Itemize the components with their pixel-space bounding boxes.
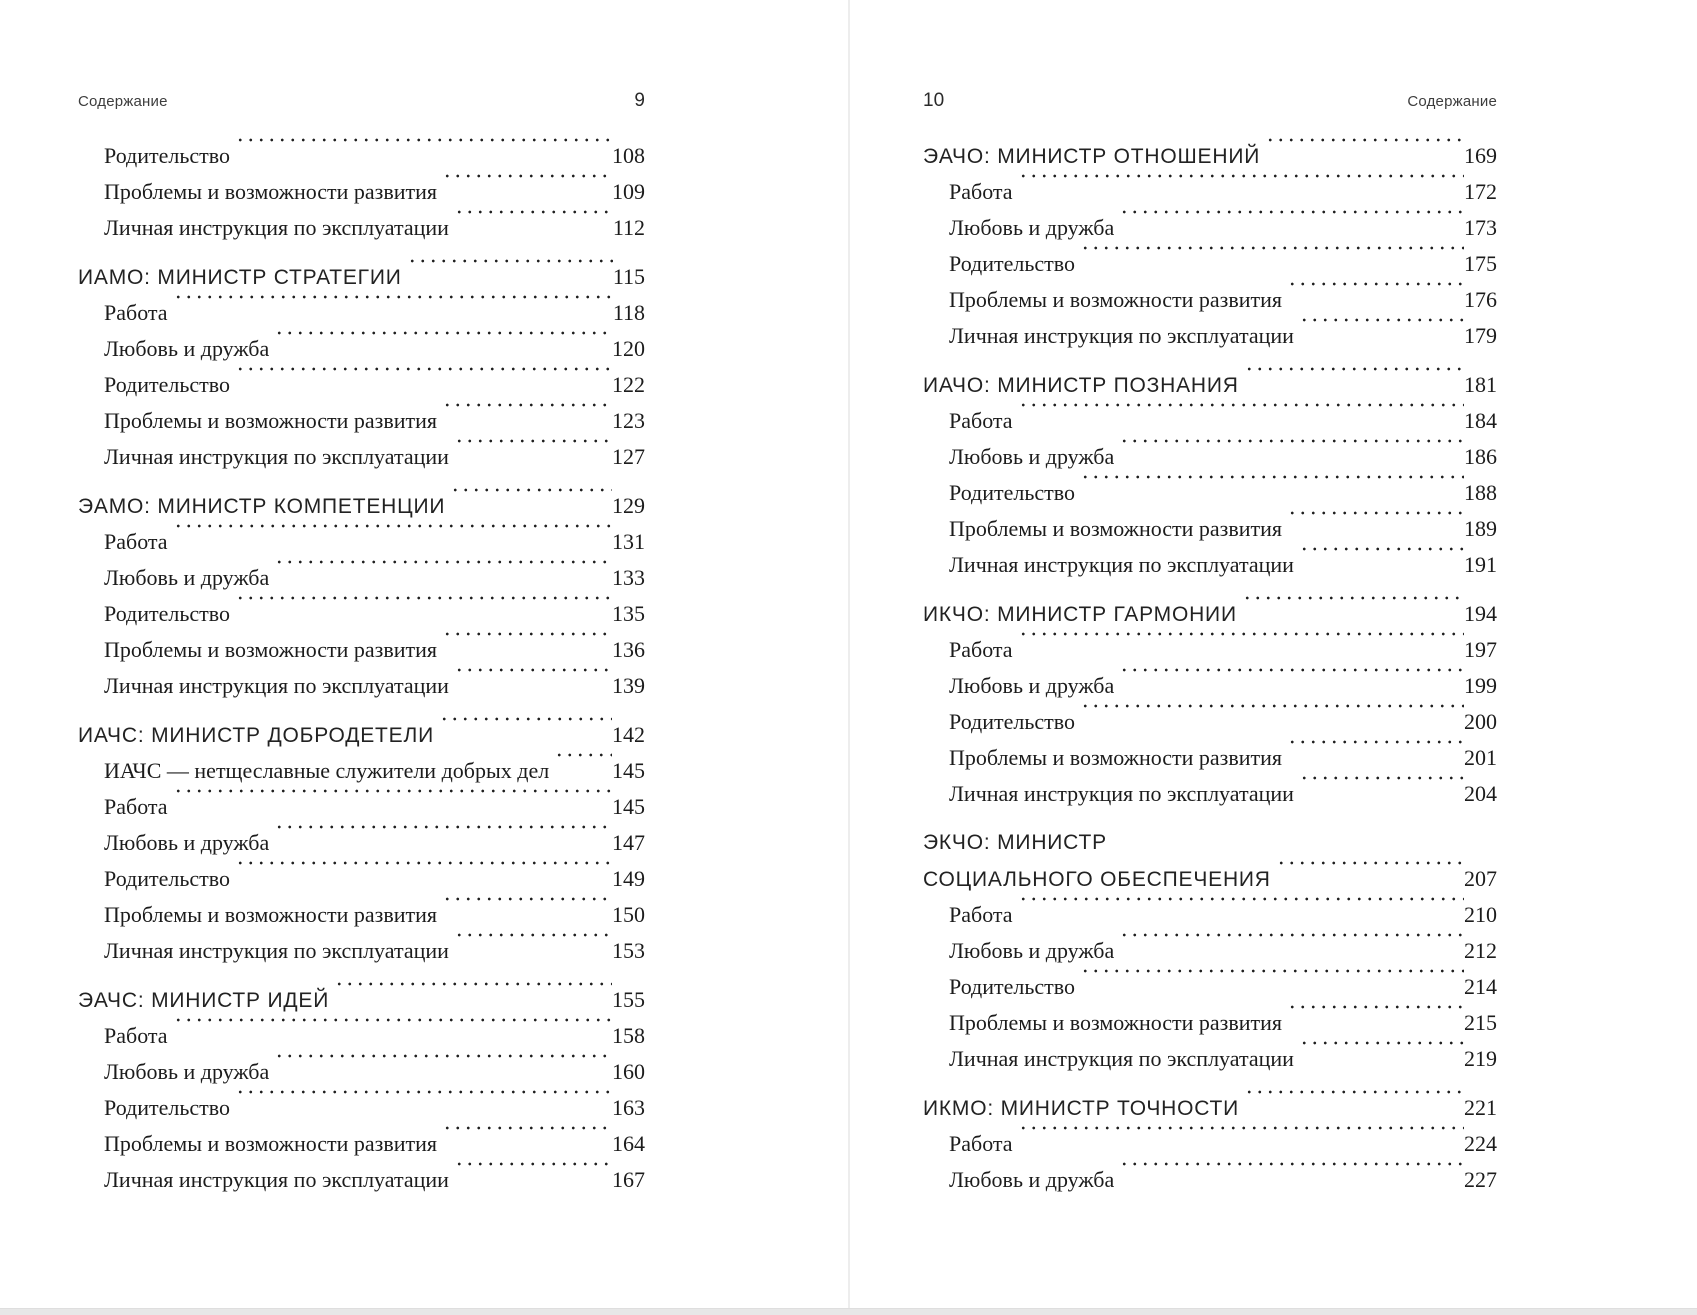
toc-entry-page-number: 163 [612,1095,645,1120]
running-head-left [78,90,645,112]
dot-leader [1018,174,1464,210]
toc-entry-page-number: 172 [1464,179,1497,204]
toc-entry-page-number: 184 [1464,408,1497,433]
toc-entry [923,475,1497,511]
toc-entry-title: Родительство [104,1095,231,1120]
dot-leader [1265,138,1464,174]
toc-entry-page-number: 108 [612,143,645,168]
page-right [923,0,1497,1198]
toc-entry [923,1041,1497,1077]
toc-entry [78,174,645,210]
dot-leader [1299,776,1464,812]
toc-entry-page-number: 176 [1464,287,1497,312]
toc-entry [923,174,1497,210]
toc-entry-title: Проблемы и возможности развития [104,408,438,433]
toc-entry [923,704,1497,740]
toc-entry-page-number: 131 [612,529,645,554]
toc-entry [923,969,1497,1005]
toc-entry [923,1126,1497,1162]
dot-leader [450,488,612,524]
dot-leader [173,295,613,331]
toc-entry-title: Любовь и дружба [949,1167,1115,1192]
toc-entry [78,331,645,367]
toc-entry-title: ИАМО: МИНИСТР СТРАТЕГИИ [78,266,402,289]
dot-leader [235,367,612,403]
toc-entry-page-number: 204 [1464,781,1497,806]
running-title: Содержание [78,93,168,110]
dot-leader [1018,1126,1464,1162]
dot-leader [454,210,613,246]
dot-leader [1287,1005,1464,1041]
toc-entry-title: Работа [104,1023,168,1048]
toc-entry [78,560,645,596]
dot-leader [235,1090,612,1126]
dot-leader [439,717,612,753]
toc-entry-title: ЭАЧС: МИНИСТР ИДЕЙ [78,989,330,1012]
toc-entry-title: Работа [949,1131,1013,1156]
folio-page-number: 10 [923,90,945,111]
toc-entry-title: СОЦИАЛЬНОГО ОБЕСПЕЧЕНИЯ [923,868,1271,891]
dot-leader [1287,740,1464,776]
toc-entry-title: Работа [949,408,1013,433]
toc-entry-title: ИКМО: МИНИСТР ТОЧНОСТИ [923,1097,1240,1120]
toc-entry [78,210,645,246]
toc-entry-title: Личная инструкция по эксплуатации [104,444,449,469]
dot-leader [454,668,612,704]
toc-entry-title: Личная инструкция по эксплуатации [949,781,1294,806]
dot-leader [274,1054,612,1090]
toc-entry-page-number: 181 [1464,372,1497,397]
toc-entry-title: Личная инструкция по эксплуатации [949,552,1294,577]
toc-entry-page-number: 169 [1464,143,1497,168]
toc-entry-page-number: 135 [612,601,645,626]
dot-leader [442,1126,612,1162]
toc-entry-page-number: 201 [1464,745,1497,770]
dot-leader [442,897,612,933]
toc-entry-page-number: 129 [612,493,645,518]
dot-leader [1287,511,1464,547]
toc-entry [78,632,645,668]
toc-entry-title: Проблемы и возможности развития [104,902,438,927]
dot-leader [274,560,612,596]
dot-leader [407,259,613,295]
toc-entry-title: Работа [949,637,1013,662]
toc-entry [78,1018,645,1054]
toc-entry-title: Личная инструкция по эксплуатации [104,1167,449,1192]
dot-leader [274,331,612,367]
toc-entry-title: Родительство [104,143,231,168]
toc-entry-title: Личная инструкция по эксплуатации [949,323,1294,348]
dot-leader [442,403,612,439]
toc-entry-title: Проблемы и возможности развития [949,516,1283,541]
toc-entry [78,861,645,897]
toc-entry-page-number: 142 [612,722,645,747]
toc-entry-title: Родительство [104,866,231,891]
toc-entry-page-number: 147 [612,830,645,855]
dot-leader [454,933,612,969]
running-head-right [923,90,1497,112]
dot-leader [554,753,612,789]
dot-leader [235,596,612,632]
dot-leader [274,825,612,861]
toc-entry-title: Проблемы и возможности развития [104,1131,438,1156]
dot-leader [1299,1041,1464,1077]
toc-entry-page-number: 212 [1464,938,1497,963]
toc-entry-page-number: 153 [612,938,645,963]
toc-entry-page-number: 150 [612,902,645,927]
toc-entry [78,596,645,632]
toc-entry [78,668,645,704]
toc-entry [78,789,645,825]
toc-entry-title: Работа [104,794,168,819]
toc-entry [78,717,645,753]
toc-entry-title: Проблемы и возможности развития [949,1010,1283,1035]
toc-entry-title: ИАЧС: МИНИСТР ДОБРОДЕТЕЛИ [78,724,434,747]
toc-entry-page-number: 197 [1464,637,1497,662]
toc-entry-title: Родительство [949,974,1076,999]
toc-entry-page-number: 214 [1464,974,1497,999]
toc-entry-page-number: 136 [612,637,645,662]
toc-entry-title: Любовь и дружба [949,938,1115,963]
screen-bottom-edge [0,1308,1697,1315]
toc-entry-title: Проблемы и возможности развития [949,745,1283,770]
toc-entry-title: Любовь и дружба [104,830,270,855]
toc-entry-page-number: 199 [1464,673,1497,698]
toc-entry-title: ИАЧО: МИНИСТР ПОЗНАНИЯ [923,374,1239,397]
dot-leader [1119,668,1464,704]
toc-entry-page-number: 179 [1464,323,1497,348]
toc-entry [78,897,645,933]
toc-entry-page-number: 145 [612,794,645,819]
dot-leader [1276,861,1464,897]
dot-leader [1080,246,1464,282]
toc-entry-page-number: 207 [1464,866,1497,891]
toc-entry [923,210,1497,246]
toc-entry-title: Родительство [104,601,231,626]
toc-entry-title: Работа [949,902,1013,927]
toc-entry [923,547,1497,583]
toc-entry-title: Проблемы и возможности развития [104,179,438,204]
toc-entry [923,776,1497,812]
dot-leader [334,982,612,1018]
toc-entry-page-number: 173 [1464,215,1497,240]
dot-leader [1119,933,1464,969]
toc-entry-page-number: 158 [612,1023,645,1048]
toc-entry-title: Личная инструкция по эксплуатации [949,1046,1294,1071]
toc-entry-title: Родительство [104,372,231,397]
toc-entry [923,740,1497,776]
toc-entry-page-number: 112 [612,215,645,240]
dot-leader [1119,439,1464,475]
dot-leader [454,1162,612,1198]
toc-entry [78,933,645,969]
toc-entry [78,1054,645,1090]
toc-entry-title: Родительство [949,709,1076,734]
toc-entry-title: Любовь и дружба [949,673,1115,698]
toc-entry-title: Любовь и дружба [104,336,270,361]
toc-list-right [923,138,1497,1198]
toc-entry-page-number: 224 [1464,1131,1497,1156]
toc-entry-title: Родительство [949,480,1076,505]
toc-list-left [78,138,645,1198]
toc-entry-page-number: 189 [1464,516,1497,541]
toc-entry-page-number: 139 [612,673,645,698]
toc-entry [923,439,1497,475]
toc-entry [923,632,1497,668]
toc-entry [78,138,645,174]
toc-entry [923,1090,1497,1126]
dot-leader [1080,969,1464,1005]
toc-entry-title-line1: ЭКЧО: МИНИСТР [923,831,1107,854]
toc-entry-page-number: 191 [1464,552,1497,577]
toc-entry [923,246,1497,282]
toc-entry [78,524,645,560]
dot-leader [173,524,612,560]
dot-leader [1018,632,1464,668]
toc-entry-title: ИАЧС — нетщеславные служители добрых дел [104,758,550,783]
toc-entry [923,138,1497,174]
toc-entry-page-number: 210 [1464,902,1497,927]
toc-entry [923,282,1497,318]
toc-entry-page-number: 109 [612,179,645,204]
dot-leader [1119,1162,1464,1198]
page-divider [848,0,850,1309]
toc-entry-page-number: 164 [612,1131,645,1156]
toc-entry [923,596,1497,632]
toc-entry-page-number: 160 [612,1059,645,1084]
toc-entry-page-number: 127 [612,444,645,469]
toc-entry-page-number: 227 [1464,1167,1497,1192]
toc-entry-page-number: 149 [612,866,645,891]
toc-entry [923,825,1497,897]
toc-entry-title: Работа [104,300,168,325]
toc-entry [923,367,1497,403]
toc-entry-title: ЭАМО: МИНИСТР КОМПЕТЕНЦИИ [78,495,446,518]
toc-entry-page-number: 215 [1464,1010,1497,1035]
toc-entry [923,897,1497,933]
toc-entry-page-number: 200 [1464,709,1497,734]
toc-entry-page-number: 167 [612,1167,645,1192]
toc-entry-page-number: 133 [612,565,645,590]
toc-entry-page-number: 118 [612,300,645,325]
toc-entry-page-number: 194 [1464,601,1497,626]
toc-entry [923,403,1497,439]
dot-leader [173,1018,612,1054]
dot-leader [1244,367,1464,403]
toc-entry-title: Личная инструкция по эксплуатации [104,673,449,698]
toc-entry-title: Проблемы и возможности развития [949,287,1283,312]
toc-entry-page-number: 219 [1464,1046,1497,1071]
dot-leader [173,789,612,825]
toc-entry [78,753,645,789]
toc-entry-title: Любовь и дружба [104,1059,270,1084]
dot-leader [235,861,612,897]
dot-leader [1242,596,1464,632]
dot-leader [442,632,612,668]
page-left [78,0,645,1198]
toc-entry [78,259,645,295]
toc-entry-page-number: 175 [1464,251,1497,276]
dot-leader [1299,318,1464,354]
toc-entry-title: Проблемы и возможности развития [104,637,438,662]
toc-entry-page-number: 221 [1464,1095,1497,1120]
toc-entry [78,295,645,331]
toc-entry [923,933,1497,969]
toc-entry-page-number: 155 [612,987,645,1012]
toc-entry [923,318,1497,354]
dot-leader [1080,704,1464,740]
toc-entry [923,1162,1497,1198]
toc-entry-page-number: 115 [612,264,645,289]
toc-entry-title: Любовь и дружба [104,565,270,590]
toc-entry [78,1090,645,1126]
toc-entry-page-number: 145 [612,758,645,783]
toc-entry-title: ИКЧО: МИНИСТР ГАРМОНИИ [923,603,1237,626]
toc-entry-title: Работа [104,529,168,554]
toc-entry-page-number: 122 [612,372,645,397]
folio-page-number: 9 [634,90,645,111]
toc-entry [78,439,645,475]
toc-entry [78,1126,645,1162]
toc-entry-page-number: 188 [1464,480,1497,505]
dot-leader [454,439,612,475]
toc-entry [78,488,645,524]
toc-entry-title: Любовь и дружба [949,215,1115,240]
toc-entry-title: Любовь и дружба [949,444,1115,469]
dot-leader [1080,475,1464,511]
dot-leader [1018,897,1464,933]
dot-leader [1287,282,1464,318]
toc-entry-title: Личная инструкция по эксплуатации [104,938,449,963]
toc-entry [78,1162,645,1198]
dot-leader [1018,403,1464,439]
toc-entry [923,668,1497,704]
toc-entry-page-number: 186 [1464,444,1497,469]
toc-entry [78,982,645,1018]
dot-leader [1244,1090,1464,1126]
toc-entry-title: Работа [949,179,1013,204]
toc-entry [78,367,645,403]
toc-entry-title: Родительство [949,251,1076,276]
toc-entry-title: ЭАЧО: МИНИСТР ОТНОШЕНИЙ [923,145,1261,168]
toc-entry-title: Личная инструкция по эксплуатации [104,215,449,240]
toc-entry [923,511,1497,547]
dot-leader [1299,547,1464,583]
toc-entry [923,1005,1497,1041]
toc-entry [78,825,645,861]
toc-entry-page-number: 123 [612,408,645,433]
dot-leader [1119,210,1464,246]
running-title: Содержание [1407,93,1497,110]
dot-leader [442,174,612,210]
toc-entry [78,403,645,439]
dot-leader [235,138,612,174]
toc-entry-page-number: 120 [612,336,645,361]
